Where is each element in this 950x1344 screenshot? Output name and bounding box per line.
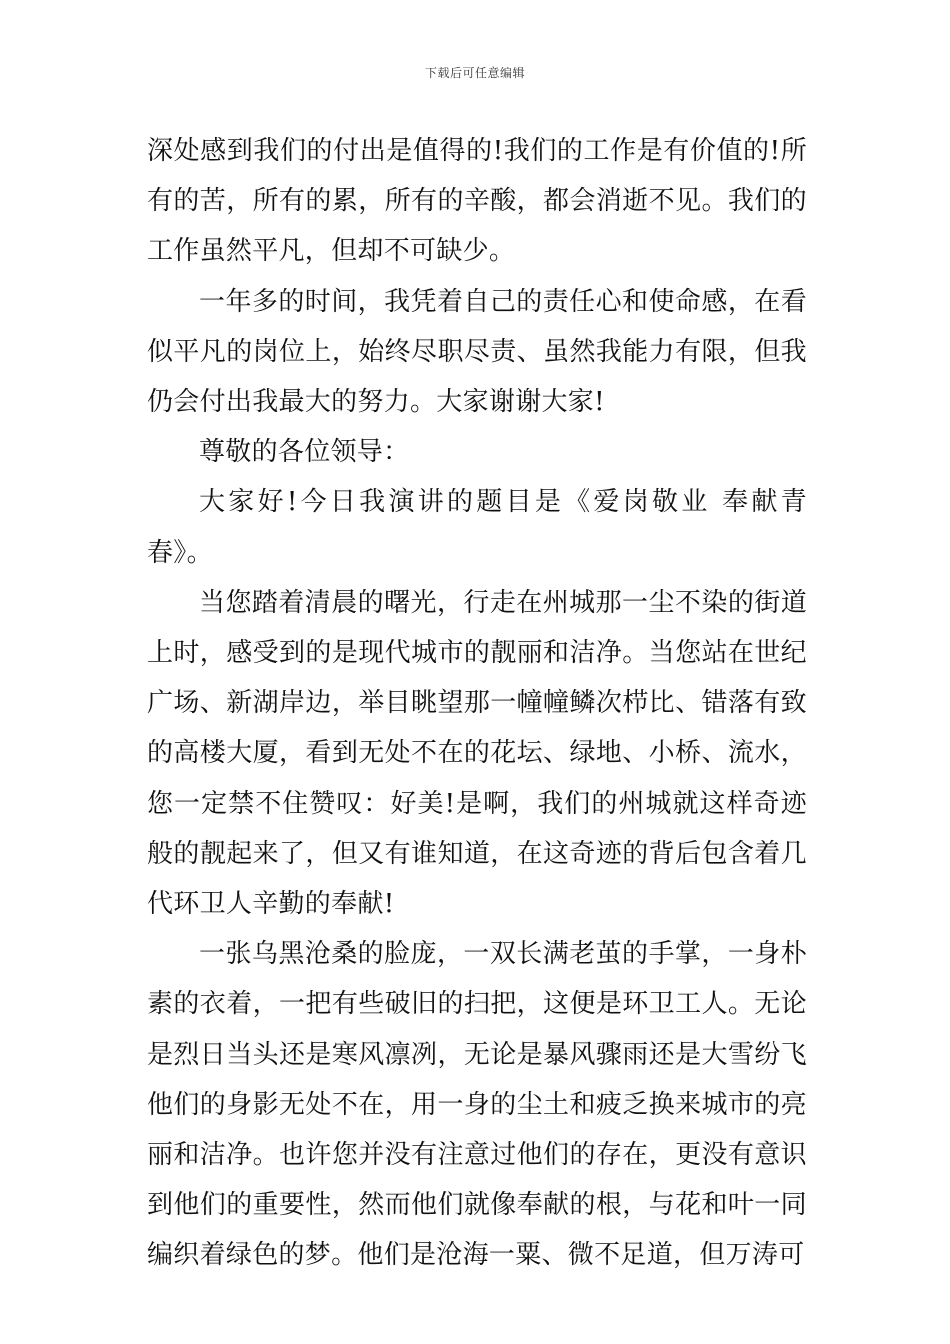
- paragraph-3: 尊敬的各位领导：: [199, 437, 410, 468]
- paragraph-2: 一年多的时间，我凭着自己的责任心和使命感，在看似平凡的岗位上，始终尽职尽责、虽然我能力有限，但我仍会付出我最大的努力。大家谢谢大家!: [147, 286, 807, 418]
- paragraph-1: 深处感到我们的付出是值得的!我们的工作是有价值的!所有的苦，所有的累，所有的辛酸，都会消逝不见。我们的工作虽然平凡，但却不可缺少。: [147, 136, 807, 267]
- paragraph-5: 当您踏着清晨的曙光，行走在州城那一尘不染的街道上时，感受到的是现代城市的靓丽和洁净。当您站在世纪广场、新湖岸边，举目眺望那一幢幢鳞次栉比、错落有致的高楼大厦，看到无处不在的花坛、绿地、小桥、流水，您一定禁不住赞叹：好美!是啊，我们的州城就这样奇迹般的靓起来了，但又有谁知道，在这奇迹的背后包含着几代环卫人辛勤的奉献!: [147, 587, 807, 920]
- document-body: [147, 126, 807, 1281]
- paragraph-6: 一张乌黑沧桑的脸庞，一双长满老茧的手掌，一身朴素的衣着，一把有些破旧的扫把，这便是环卫工人。无论是烈日当头还是寒风凛冽，无论是暴风骤雨还是大雪纷飞他们的身影无处不在，用一身的尘土和疲乏换来城市的亮丽和洁净。也许您并没有注意过他们的存在，更没有意识到他们的重要性，然而他们就像奉献的根，与花和叶一同编织着绿色的梦。他们是沧海一粟、微不足道，但万涛可: [147, 939, 807, 1271]
- paragraph-4: 大家好!今日我演讲的题目是《爱岗敬业 奉献青春》。: [147, 487, 807, 568]
- page-header: 下载后可任意编辑: [424, 66, 525, 80]
